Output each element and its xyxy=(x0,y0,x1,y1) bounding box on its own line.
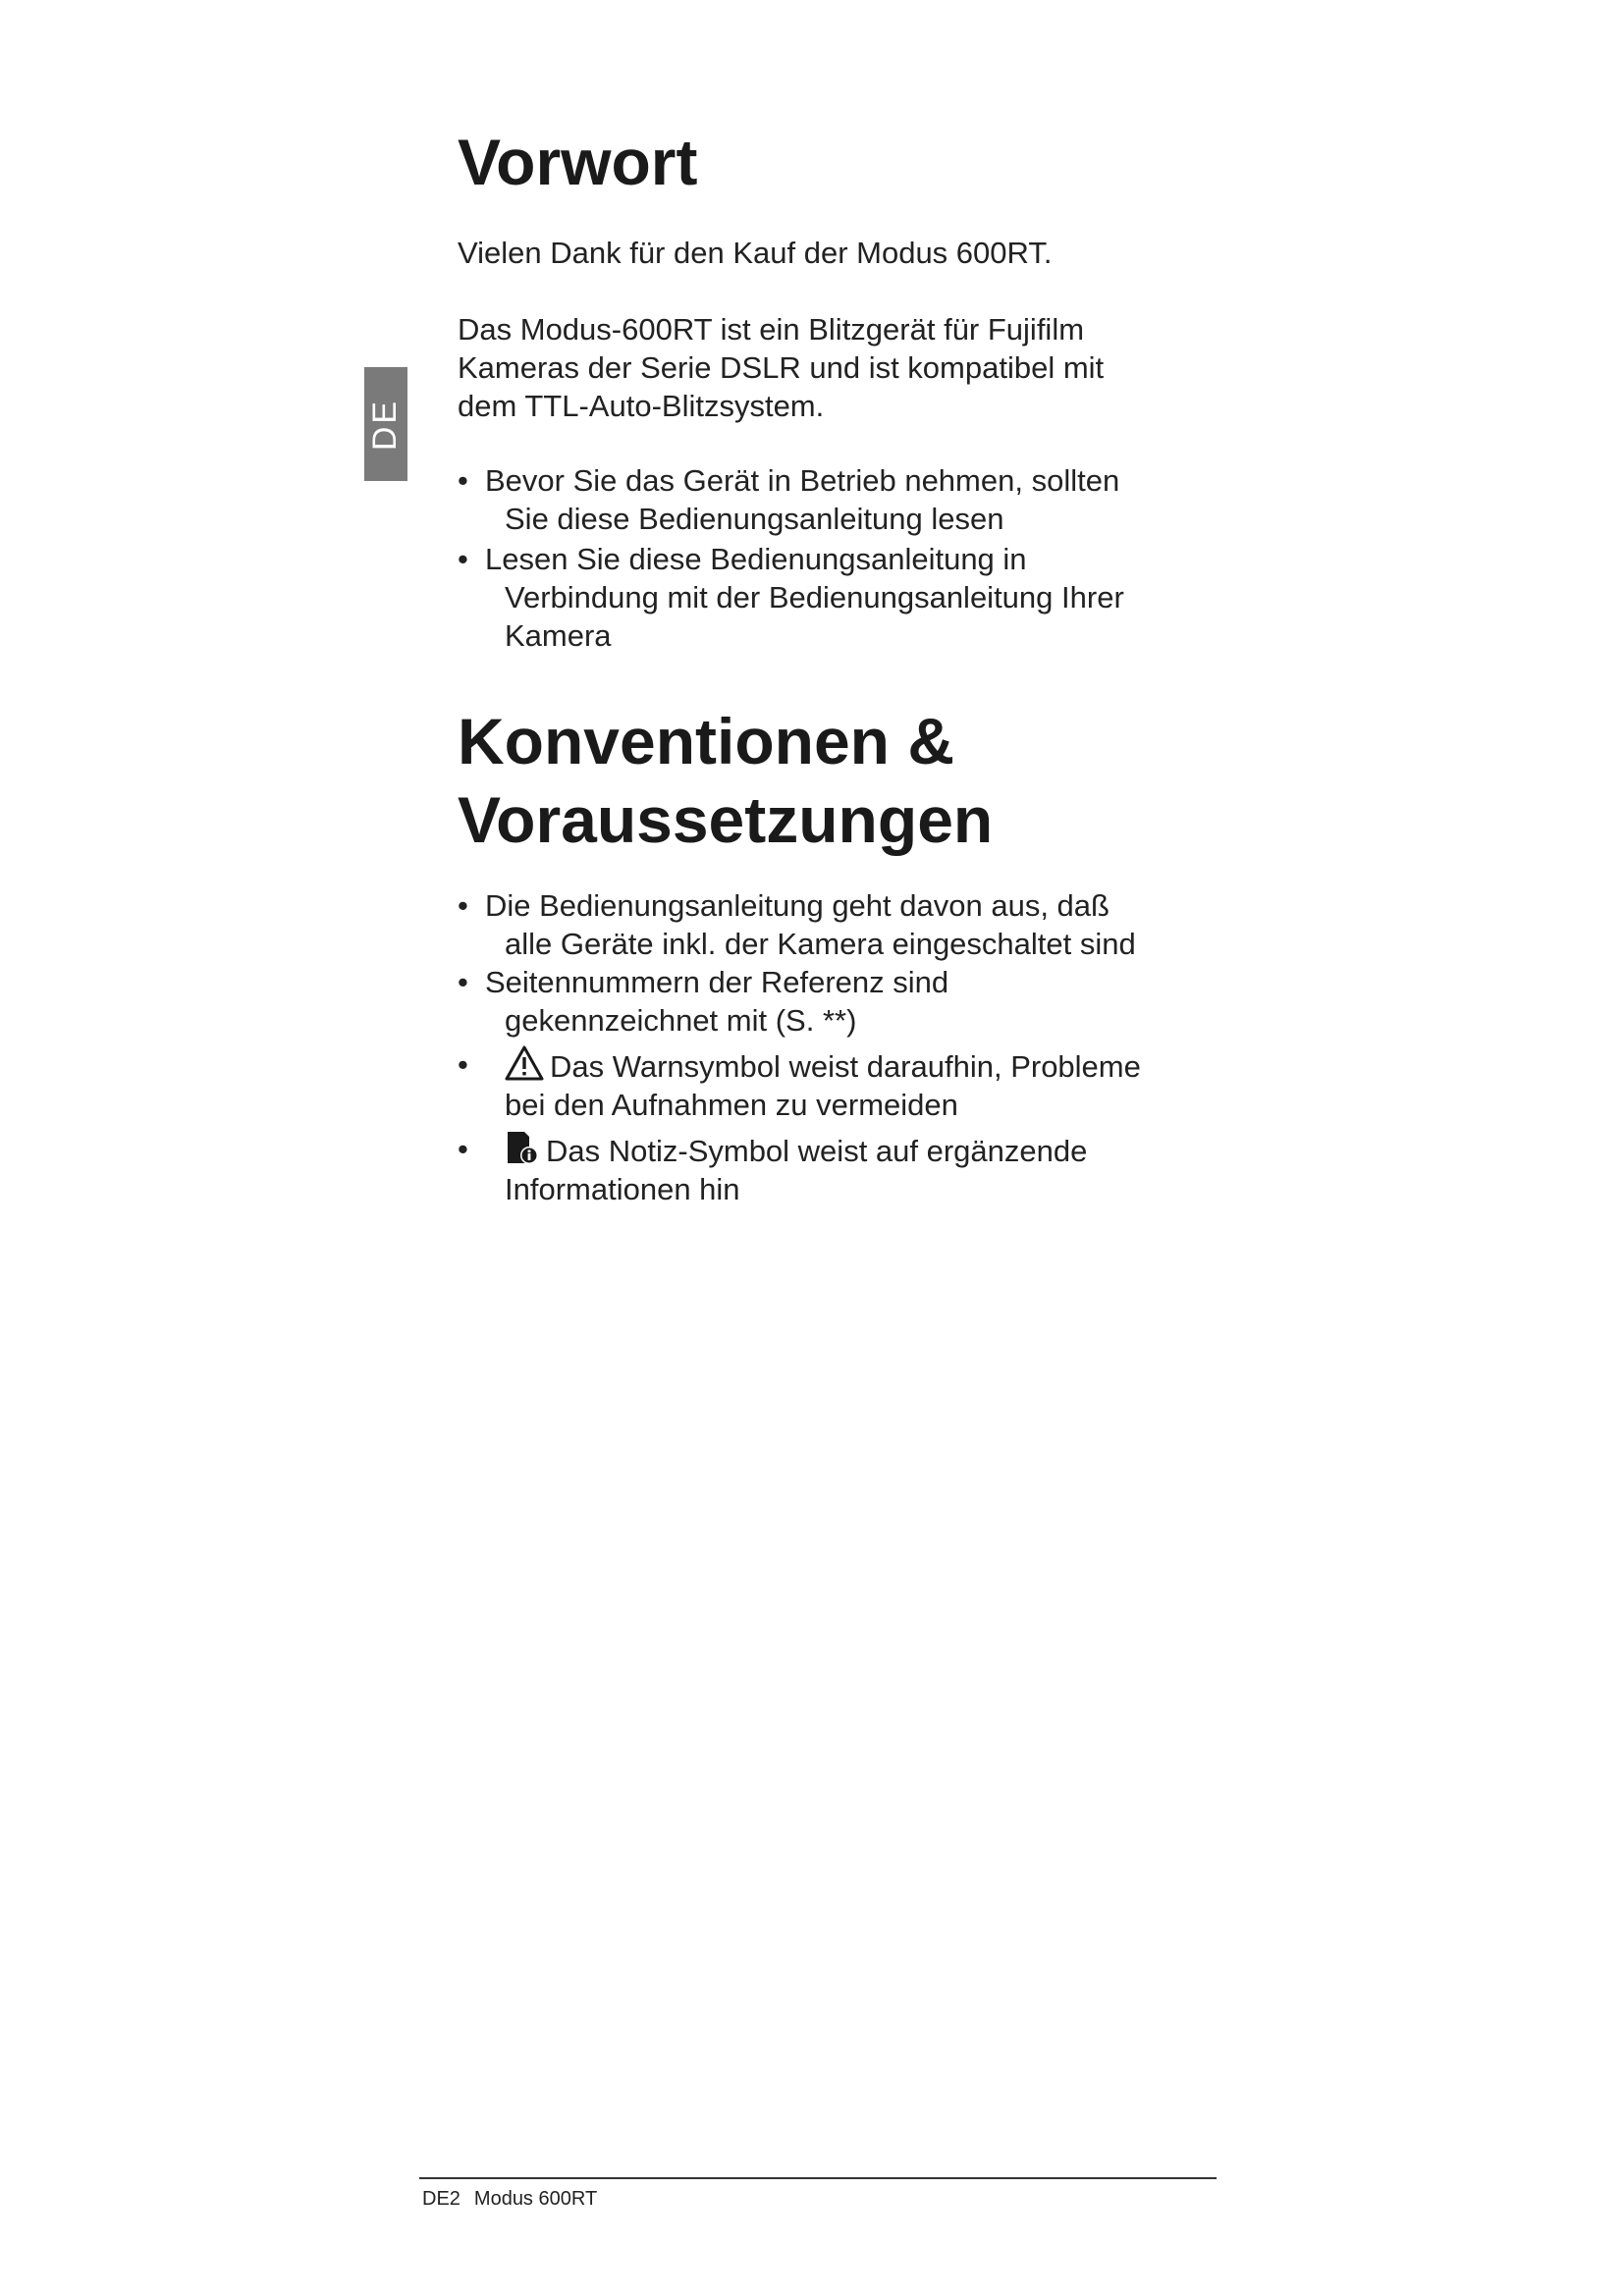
footer-divider xyxy=(419,2177,1217,2179)
intro-paragraph: Vielen Dank für den Kauf der Modus 600RT. xyxy=(458,236,1053,270)
list-item-line: Bevor Sie das Gerät in Betrieb nehmen, sollten xyxy=(485,463,1120,498)
heading-vorwort: Vorwort xyxy=(458,126,698,198)
language-tab-label: DE xyxy=(366,398,405,451)
list-item-first-line xyxy=(505,1045,1223,1086)
list-item-first-line xyxy=(505,1130,1223,1170)
bullet-icon: • xyxy=(458,965,468,999)
list-item-line: Lesen Sie diese Bedienungsanleitung in xyxy=(485,542,1027,576)
list-item-line: alle Geräte inkl. der Kamera eingeschaltet sind xyxy=(505,927,1136,961)
list-item-line: Seitennummern der Referenz sind xyxy=(485,965,949,999)
page-footer xyxy=(422,2187,597,2211)
bullet-icon: • xyxy=(458,1047,468,1082)
bullet-icon: • xyxy=(458,542,468,576)
language-tab xyxy=(364,367,407,481)
list-item-line: Das Notiz-Symbol weist auf ergänzende xyxy=(546,1134,1088,1168)
list-item-line: Sie diese Bedienungsanleitung lesen xyxy=(505,502,1004,536)
bullet-icon: • xyxy=(458,1132,468,1166)
list-item-line: Die Bedienungsanleitung geht davon aus, daß xyxy=(485,888,1110,923)
bullet-icon: • xyxy=(458,888,468,923)
list-item xyxy=(458,1130,1223,1208)
description-line: Kameras der Serie DSLR und ist kompatibel mit xyxy=(458,350,1105,385)
list-item xyxy=(458,1045,1223,1124)
page-number: DE2 xyxy=(422,2188,460,2210)
list-item xyxy=(458,461,1223,538)
list-item-line: Verbindung mit der Bedienungsanleitung Ihrer xyxy=(505,580,1124,614)
vorwort-bullet-list xyxy=(458,461,1223,655)
heading-voraussetzungen: Voraussetzungen xyxy=(458,783,994,856)
description-paragraph xyxy=(458,310,1104,425)
warning-triangle-icon xyxy=(505,1045,544,1081)
konventionen-bullet-list xyxy=(458,886,1223,1208)
list-item-line: Das Warnsymbol weist daraufhin, Probleme xyxy=(550,1049,1141,1084)
footer-product-name: Modus 600RT xyxy=(473,2188,598,2210)
heading-konventionen: Konventionen & xyxy=(458,705,954,777)
list-item-line: Kamera xyxy=(505,618,612,653)
list-item-line: Informationen hin xyxy=(505,1172,740,1206)
description-line: dem TTL-Auto-Blitzsystem. xyxy=(458,389,825,423)
list-item xyxy=(458,540,1223,655)
description-line: Das Modus-600RT ist ein Blitzgerät für Fujifilm xyxy=(458,312,1085,347)
bullet-icon: • xyxy=(458,463,468,498)
list-item-line: gekennzeichnet mit (S. **) xyxy=(505,1003,857,1038)
note-info-icon xyxy=(505,1130,540,1165)
list-item xyxy=(458,886,1223,963)
list-item-line: bei den Aufnahmen zu vermeiden xyxy=(505,1088,958,1122)
list-item xyxy=(458,963,1223,1040)
